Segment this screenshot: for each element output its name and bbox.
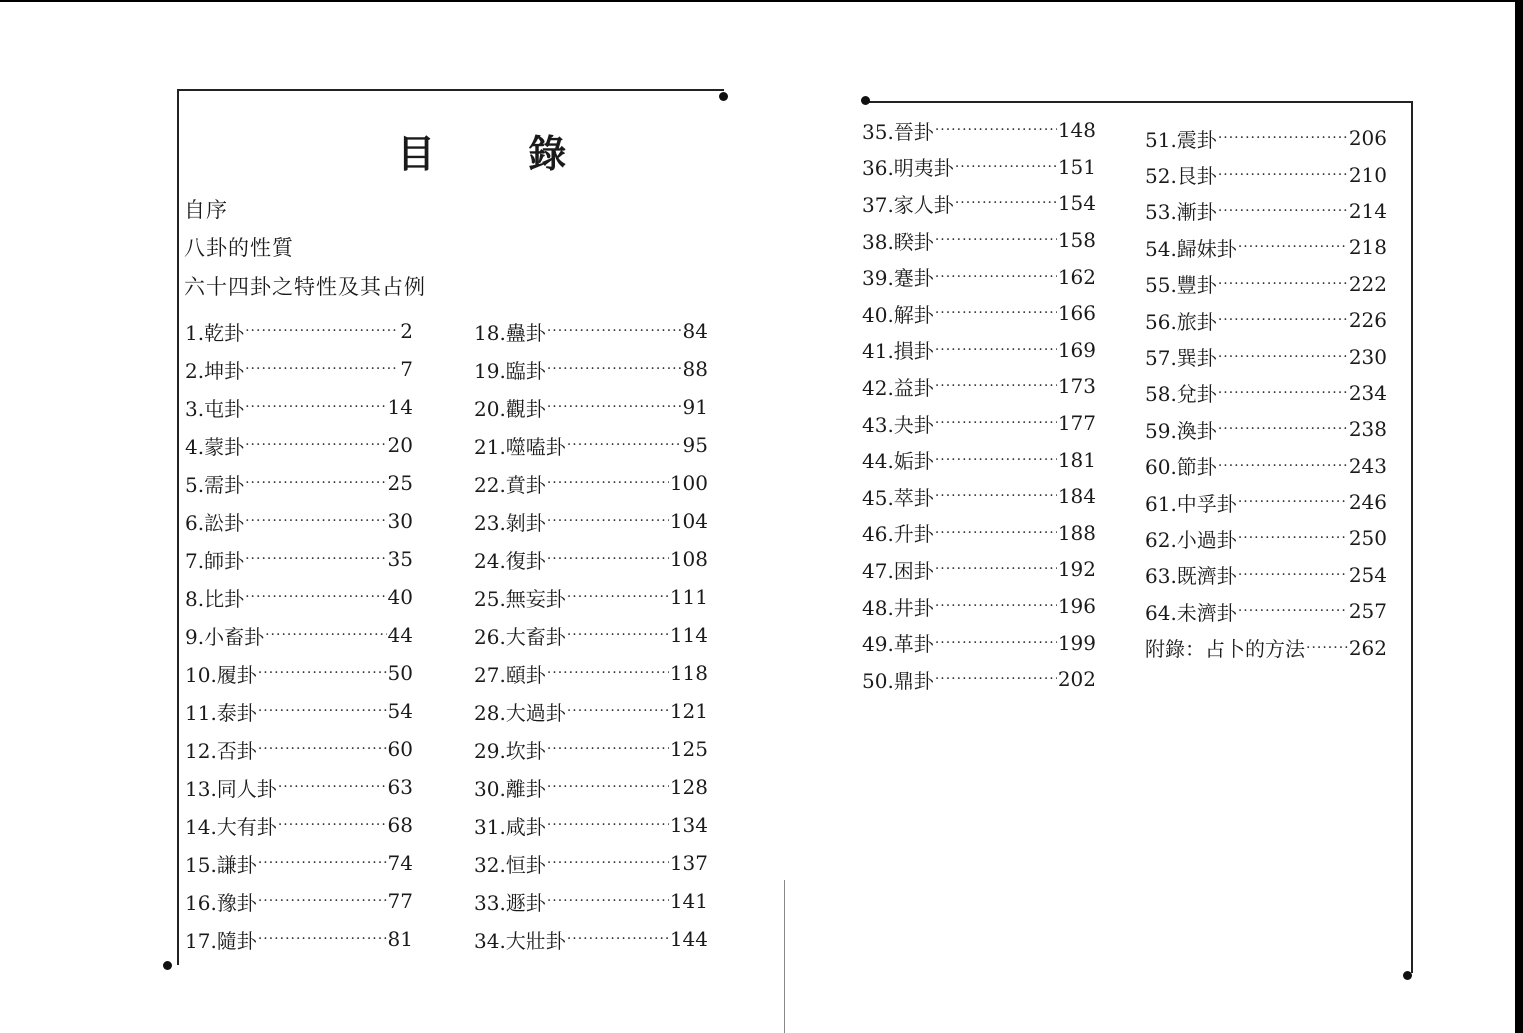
toc-entry: [474, 844, 708, 882]
toc-leader-dots: [265, 625, 386, 645]
toc-leader-dots: [547, 739, 669, 759]
toc-entry-label: 41.損卦: [862, 339, 934, 364]
toc-leader-dots: [1218, 201, 1348, 221]
toc-entry-page: 206: [1348, 126, 1387, 151]
toc-entry-label: 49.革卦: [862, 632, 934, 657]
toc-leader-dots: [935, 669, 1057, 689]
toc-entry-page: 88: [682, 357, 708, 381]
toc-leader-dots: [955, 157, 1057, 177]
toc-entry: [862, 405, 1096, 442]
toc-entry: [862, 185, 1096, 222]
toc-entry-label: 6.訟卦: [185, 510, 245, 535]
toc-entry: [185, 806, 413, 844]
toc-entry-label: 54.歸妹卦: [1145, 236, 1237, 261]
toc-entry-label: 21.噬嗑卦: [474, 434, 566, 459]
toc-entry: [862, 661, 1096, 698]
toc-entry-label: 55.豐卦: [1145, 273, 1217, 298]
toc-entry: [185, 844, 413, 882]
toc-entry-page: 14: [387, 395, 413, 419]
toc-entry-label: 48.井卦: [862, 595, 934, 620]
toc-entry: [862, 368, 1096, 405]
toc-entry-page: 30: [387, 509, 413, 533]
toc-entry-label: 39.蹇卦: [862, 266, 934, 291]
toc-entry-label: 25.無妄卦: [474, 586, 566, 611]
toc-leader-dots: [1218, 310, 1348, 330]
toc-entry: [862, 588, 1096, 625]
toc-entry-label: 19.臨卦: [474, 358, 546, 383]
toc-entry-label: 16.豫卦: [185, 890, 257, 915]
toc-entry-page: 81: [387, 927, 413, 951]
toc-entry-page: 134: [669, 813, 708, 837]
toc-entry: [1145, 156, 1387, 192]
toc-entry: [185, 350, 413, 388]
toc-entry-label: 60.節卦: [1145, 455, 1217, 480]
toc-entry: [862, 222, 1096, 259]
toc-leader-dots: [547, 777, 669, 797]
toc-leader-dots: [258, 853, 387, 873]
toc-entry: [474, 920, 708, 958]
toc-entry-page: 226: [1348, 308, 1387, 333]
toc-entry-label: 20.觀卦: [474, 396, 546, 421]
toc-leader-dots: [935, 340, 1057, 360]
toc-entry-label: 36.明夷卦: [862, 156, 954, 181]
toc-entry-label: 1.乾卦: [185, 320, 245, 345]
toc-leader-dots: [1218, 274, 1348, 294]
toc-entry-label: 33.遯卦: [474, 890, 546, 915]
toc-entry-label: 8.比卦: [185, 586, 245, 611]
toc-entry: [474, 502, 708, 540]
toc-entry-page: 91: [682, 395, 708, 419]
toc-entry-page: 137: [669, 851, 708, 875]
toc-entry: [185, 312, 413, 350]
toc-entry-page: 262: [1348, 635, 1387, 660]
toc-entry-page: 100: [669, 471, 708, 495]
right-frame-side-rule: [1411, 101, 1413, 973]
toc-entry: [474, 426, 708, 464]
toc-entry-page: 104: [669, 509, 708, 533]
toc-entry-label: 22.賁卦: [474, 472, 546, 497]
toc-entry-label: 31.咸卦: [474, 814, 546, 839]
toc-entry: [474, 578, 708, 616]
toc-entry: [474, 768, 708, 806]
toc-entry-label: 52.艮卦: [1145, 164, 1217, 189]
toc-entry: [474, 806, 708, 844]
scan-border-top: [0, 0, 1523, 2]
toc-leader-dots: [935, 303, 1057, 323]
toc-leader-dots: [547, 663, 669, 683]
toc-entry-page: 114: [669, 623, 708, 647]
toc-entry-label: 10.履卦: [185, 662, 257, 687]
right-frame-top-dot: [861, 96, 870, 105]
toc-entry-label: 12.否卦: [185, 738, 257, 763]
toc-entry: [862, 624, 1096, 661]
toc-leader-dots: [1218, 419, 1348, 439]
toc-leader-dots: [245, 435, 386, 455]
toc-entry-label: 44.姤卦: [862, 449, 934, 474]
toc-leader-dots: [935, 633, 1057, 653]
toc-column-1: [185, 312, 413, 958]
toc-entry-page: 54: [387, 699, 413, 723]
toc-entry: [1145, 229, 1387, 265]
toc-entry: [1145, 484, 1387, 520]
toc-entry-page: 141: [669, 889, 708, 913]
toc-entry: [1145, 520, 1387, 556]
toc-entry-page: 25: [387, 471, 413, 495]
toc-entry-page: 238: [1348, 417, 1387, 442]
toc-leader-dots: [1238, 528, 1348, 548]
toc-entry: [862, 258, 1096, 295]
toc-entry-page: 74: [387, 851, 413, 875]
toc-entry-label: 附錄：占卜的方法: [1145, 637, 1305, 662]
toc-leader-dots: [1218, 165, 1348, 185]
toc-leader-dots: [935, 523, 1057, 543]
toc-entry-page: 218: [1348, 235, 1387, 260]
toc-entry: [1145, 120, 1387, 156]
toc-entry-label: 64.未濟卦: [1145, 600, 1237, 625]
right-frame-bottom-dot: [1403, 971, 1412, 980]
toc-entry: [862, 295, 1096, 332]
toc-leader-dots: [1238, 565, 1348, 585]
toc-entry: [185, 388, 413, 426]
toc-entry-page: 169: [1057, 337, 1096, 362]
toc-entry-page: 20: [387, 433, 413, 457]
toc-entry-page: 50: [387, 661, 413, 685]
toc-leader-dots: [547, 549, 669, 569]
toc-leader-dots: [258, 891, 387, 911]
toc-leader-dots: [245, 359, 399, 379]
toc-entry: [474, 882, 708, 920]
toc-leader-dots: [935, 559, 1057, 579]
toc-entry-label: 51.震卦: [1145, 127, 1217, 152]
toc-entry-page: 222: [1348, 271, 1387, 296]
toc-leader-dots: [1218, 347, 1348, 367]
scan-border-right: [1515, 0, 1523, 1033]
toc-entry: [185, 578, 413, 616]
toc-entry-label: 40.解卦: [862, 302, 934, 327]
toc-entry-page: 181: [1057, 447, 1096, 472]
toc-entry-page: 7: [400, 357, 413, 381]
toc-leader-dots: [935, 486, 1057, 506]
toc-leader-dots: [955, 193, 1057, 213]
toc-entry-label: 30.離卦: [474, 776, 546, 801]
toc-entry-label: 34.大壯卦: [474, 928, 566, 953]
toc-entry-label: 29.坎卦: [474, 738, 546, 763]
toc-entry: [474, 350, 708, 388]
toc-entry: [185, 920, 413, 958]
left-frame-bottom-dot: [163, 961, 172, 970]
toc-entry-page: 192: [1057, 557, 1096, 582]
toc-entry-label: 24.復卦: [474, 548, 546, 573]
heading-preface: 自序: [184, 198, 228, 222]
toc-entry: [1145, 338, 1387, 374]
toc-entry-label: 46.升卦: [862, 522, 934, 547]
left-frame-top-dot: [719, 92, 728, 101]
toc-entry-label: 9.小畜卦: [185, 624, 265, 649]
toc-leader-dots: [567, 929, 669, 949]
toc-leader-dots: [258, 701, 387, 721]
toc-entry: [185, 616, 413, 654]
toc-entry-label: 59.渙卦: [1145, 418, 1217, 443]
toc-entry-page: 77: [387, 889, 413, 913]
left-frame-side-rule: [177, 89, 179, 965]
toc-entry: [862, 551, 1096, 588]
toc-entry: [1145, 557, 1387, 593]
toc-entry-page: 250: [1348, 526, 1387, 551]
toc-column-4: [1145, 120, 1387, 666]
toc-entry-page: 125: [669, 737, 708, 761]
toc-leader-dots: [935, 267, 1057, 287]
toc-entry: [474, 692, 708, 730]
toc-leader-dots: [245, 473, 386, 493]
toc-entry: [474, 312, 708, 350]
toc-entry: [474, 388, 708, 426]
page-gutter: [784, 880, 785, 1033]
toc-entry: [862, 149, 1096, 186]
heading-trigram-nature: 八卦的性質: [184, 236, 294, 260]
toc-entry: [862, 478, 1096, 515]
toc-entry-label: 45.萃卦: [862, 485, 934, 510]
toc-entry-page: 158: [1057, 228, 1096, 253]
toc-entry-label: 7.師卦: [185, 548, 245, 573]
toc-leader-dots: [935, 450, 1057, 470]
toc-entry: [474, 616, 708, 654]
toc-entry: [1145, 629, 1387, 665]
toc-leader-dots: [1306, 638, 1348, 658]
toc-entry-page: 40: [387, 585, 413, 609]
toc-leader-dots: [547, 473, 669, 493]
toc-entry-label: 11.泰卦: [185, 700, 257, 725]
toc-entry: [862, 515, 1096, 552]
toc-entry-label: 23.剝卦: [474, 510, 546, 535]
toc-entry-page: 196: [1057, 594, 1096, 619]
toc-entry-page: 243: [1348, 453, 1387, 478]
toc-entry-page: 151: [1057, 154, 1096, 179]
toc-entry-label: 57.巽卦: [1145, 346, 1217, 371]
toc-entry-label: 18.蠱卦: [474, 320, 546, 345]
toc-leader-dots: [935, 230, 1057, 250]
toc-entry-label: 28.大過卦: [474, 700, 566, 725]
toc-entry-page: 84: [682, 319, 708, 343]
toc-leader-dots: [278, 815, 387, 835]
toc-entry-label: 38.睽卦: [862, 229, 934, 254]
toc-leader-dots: [258, 739, 387, 759]
toc-entry: [1145, 193, 1387, 229]
toc-leader-dots: [1218, 128, 1348, 148]
toc-leader-dots: [1238, 601, 1348, 621]
toc-entry-label: 32.恒卦: [474, 852, 546, 877]
toc-entry: [185, 882, 413, 920]
heading-hexagram-characteristics: 六十四卦之特性及其占例: [184, 275, 426, 299]
toc-entry-label: 4.蒙卦: [185, 434, 245, 459]
toc-entry-label: 3.屯卦: [185, 396, 245, 421]
left-frame-top-rule: [178, 89, 724, 91]
toc-entry-page: 177: [1057, 411, 1096, 436]
toc-entry-label: 14.大有卦: [185, 814, 277, 839]
toc-entry: [474, 730, 708, 768]
toc-entry: [862, 112, 1096, 149]
toc-entry-page: 202: [1057, 667, 1096, 692]
toc-leader-dots: [935, 376, 1057, 396]
toc-leader-dots: [547, 853, 669, 873]
toc-leader-dots: [245, 397, 386, 417]
toc-entry-page: 162: [1057, 264, 1096, 289]
toc-entry-page: 234: [1348, 380, 1387, 405]
toc-leader-dots: [1238, 492, 1348, 512]
toc-entry-page: 173: [1057, 374, 1096, 399]
toc-entry: [474, 654, 708, 692]
toc-entry-page: 108: [669, 547, 708, 571]
toc-leader-dots: [567, 625, 669, 645]
toc-entry: [185, 730, 413, 768]
toc-entry-page: 230: [1348, 344, 1387, 369]
toc-entry-page: 246: [1348, 490, 1387, 515]
toc-entry-label: 62.小過卦: [1145, 527, 1237, 552]
toc-entry: [474, 464, 708, 502]
toc-entry-page: 214: [1348, 198, 1387, 223]
toc-entry-page: 68: [387, 813, 413, 837]
toc-leader-dots: [258, 929, 387, 949]
toc-leader-dots: [567, 587, 669, 607]
toc-entry-page: 154: [1057, 191, 1096, 216]
toc-entry-page: 121: [669, 699, 708, 723]
toc-entry-page: 2: [400, 319, 413, 343]
toc-leader-dots: [245, 321, 399, 341]
toc-entry-label: 61.中孚卦: [1145, 491, 1237, 516]
toc-entry: [862, 332, 1096, 369]
right-frame-top-rule: [866, 101, 1412, 103]
toc-entry-label: 50.鼎卦: [862, 668, 934, 693]
toc-entry-page: 118: [669, 661, 708, 685]
toc-entry: [185, 654, 413, 692]
toc-entry: [862, 441, 1096, 478]
toc-leader-dots: [547, 815, 669, 835]
toc-entry-page: 60: [387, 737, 413, 761]
toc-leader-dots: [547, 359, 682, 379]
toc-leader-dots: [935, 413, 1057, 433]
toc-entry: [1145, 266, 1387, 302]
toc-entry-page: 188: [1057, 520, 1096, 545]
toc-leader-dots: [935, 596, 1057, 616]
toc-column-2: [474, 312, 708, 958]
toc-leader-dots: [1218, 456, 1348, 476]
toc-column-3: [862, 112, 1096, 698]
toc-leader-dots: [1238, 237, 1348, 257]
toc-leader-dots: [547, 891, 669, 911]
toc-entry-page: 254: [1348, 562, 1387, 587]
toc-entry-label: 37.家人卦: [862, 192, 954, 217]
toc-entry-page: 199: [1057, 630, 1096, 655]
toc-entry: [185, 540, 413, 578]
toc-entry-page: 63: [387, 775, 413, 799]
toc-entry-page: 44: [387, 623, 413, 647]
toc-entry-label: 27.頤卦: [474, 662, 546, 687]
toc-entry: [1145, 375, 1387, 411]
toc-entry-label: 42.益卦: [862, 375, 934, 400]
toc-entry: [185, 692, 413, 730]
toc-entry-page: 210: [1348, 162, 1387, 187]
toc-entry-page: 144: [669, 927, 708, 951]
page-title: 目 錄: [397, 132, 607, 176]
toc-entry-label: 2.坤卦: [185, 358, 245, 383]
toc-leader-dots: [1218, 383, 1348, 403]
toc-leader-dots: [245, 587, 386, 607]
toc-entry: [185, 426, 413, 464]
toc-entry-label: 43.夬卦: [862, 412, 934, 437]
toc-entry-label: 17.隨卦: [185, 928, 257, 953]
toc-entry: [185, 768, 413, 806]
toc-leader-dots: [245, 511, 386, 531]
toc-entry-page: 95: [682, 433, 708, 457]
toc-entry-label: 13.同人卦: [185, 776, 277, 801]
toc-entry-label: 5.需卦: [185, 472, 245, 497]
toc-entry-page: 35: [387, 547, 413, 571]
toc-entry-page: 184: [1057, 484, 1096, 509]
toc-entry-label: 15.謙卦: [185, 852, 257, 877]
toc-leader-dots: [278, 777, 387, 797]
toc-leader-dots: [547, 397, 682, 417]
toc-entry-label: 63.既濟卦: [1145, 564, 1237, 589]
toc-entry: [1145, 302, 1387, 338]
toc-leader-dots: [567, 435, 682, 455]
toc-leader-dots: [935, 120, 1057, 140]
toc-entry-label: 47.困卦: [862, 558, 934, 583]
toc-entry-label: 58.兌卦: [1145, 382, 1217, 407]
toc-entry-label: 53.漸卦: [1145, 200, 1217, 225]
toc-entry: [1145, 411, 1387, 447]
toc-leader-dots: [567, 701, 669, 721]
toc-entry-page: 257: [1348, 599, 1387, 624]
toc-entry-label: 35.晉卦: [862, 119, 934, 144]
toc-entry: [185, 502, 413, 540]
toc-entry-page: 166: [1057, 301, 1096, 326]
toc-entry: [1145, 448, 1387, 484]
toc-entry-page: 128: [669, 775, 708, 799]
toc-entry: [185, 464, 413, 502]
toc-entry: [1145, 593, 1387, 629]
toc-leader-dots: [258, 663, 387, 683]
toc-entry-label: 26.大畜卦: [474, 624, 566, 649]
toc-entry-page: 148: [1057, 118, 1096, 143]
toc-leader-dots: [547, 321, 682, 341]
toc-entry-page: 111: [669, 585, 708, 609]
toc-leader-dots: [245, 549, 386, 569]
toc-entry-label: 56.旅卦: [1145, 309, 1217, 334]
toc-leader-dots: [547, 511, 669, 531]
toc-entry: [474, 540, 708, 578]
